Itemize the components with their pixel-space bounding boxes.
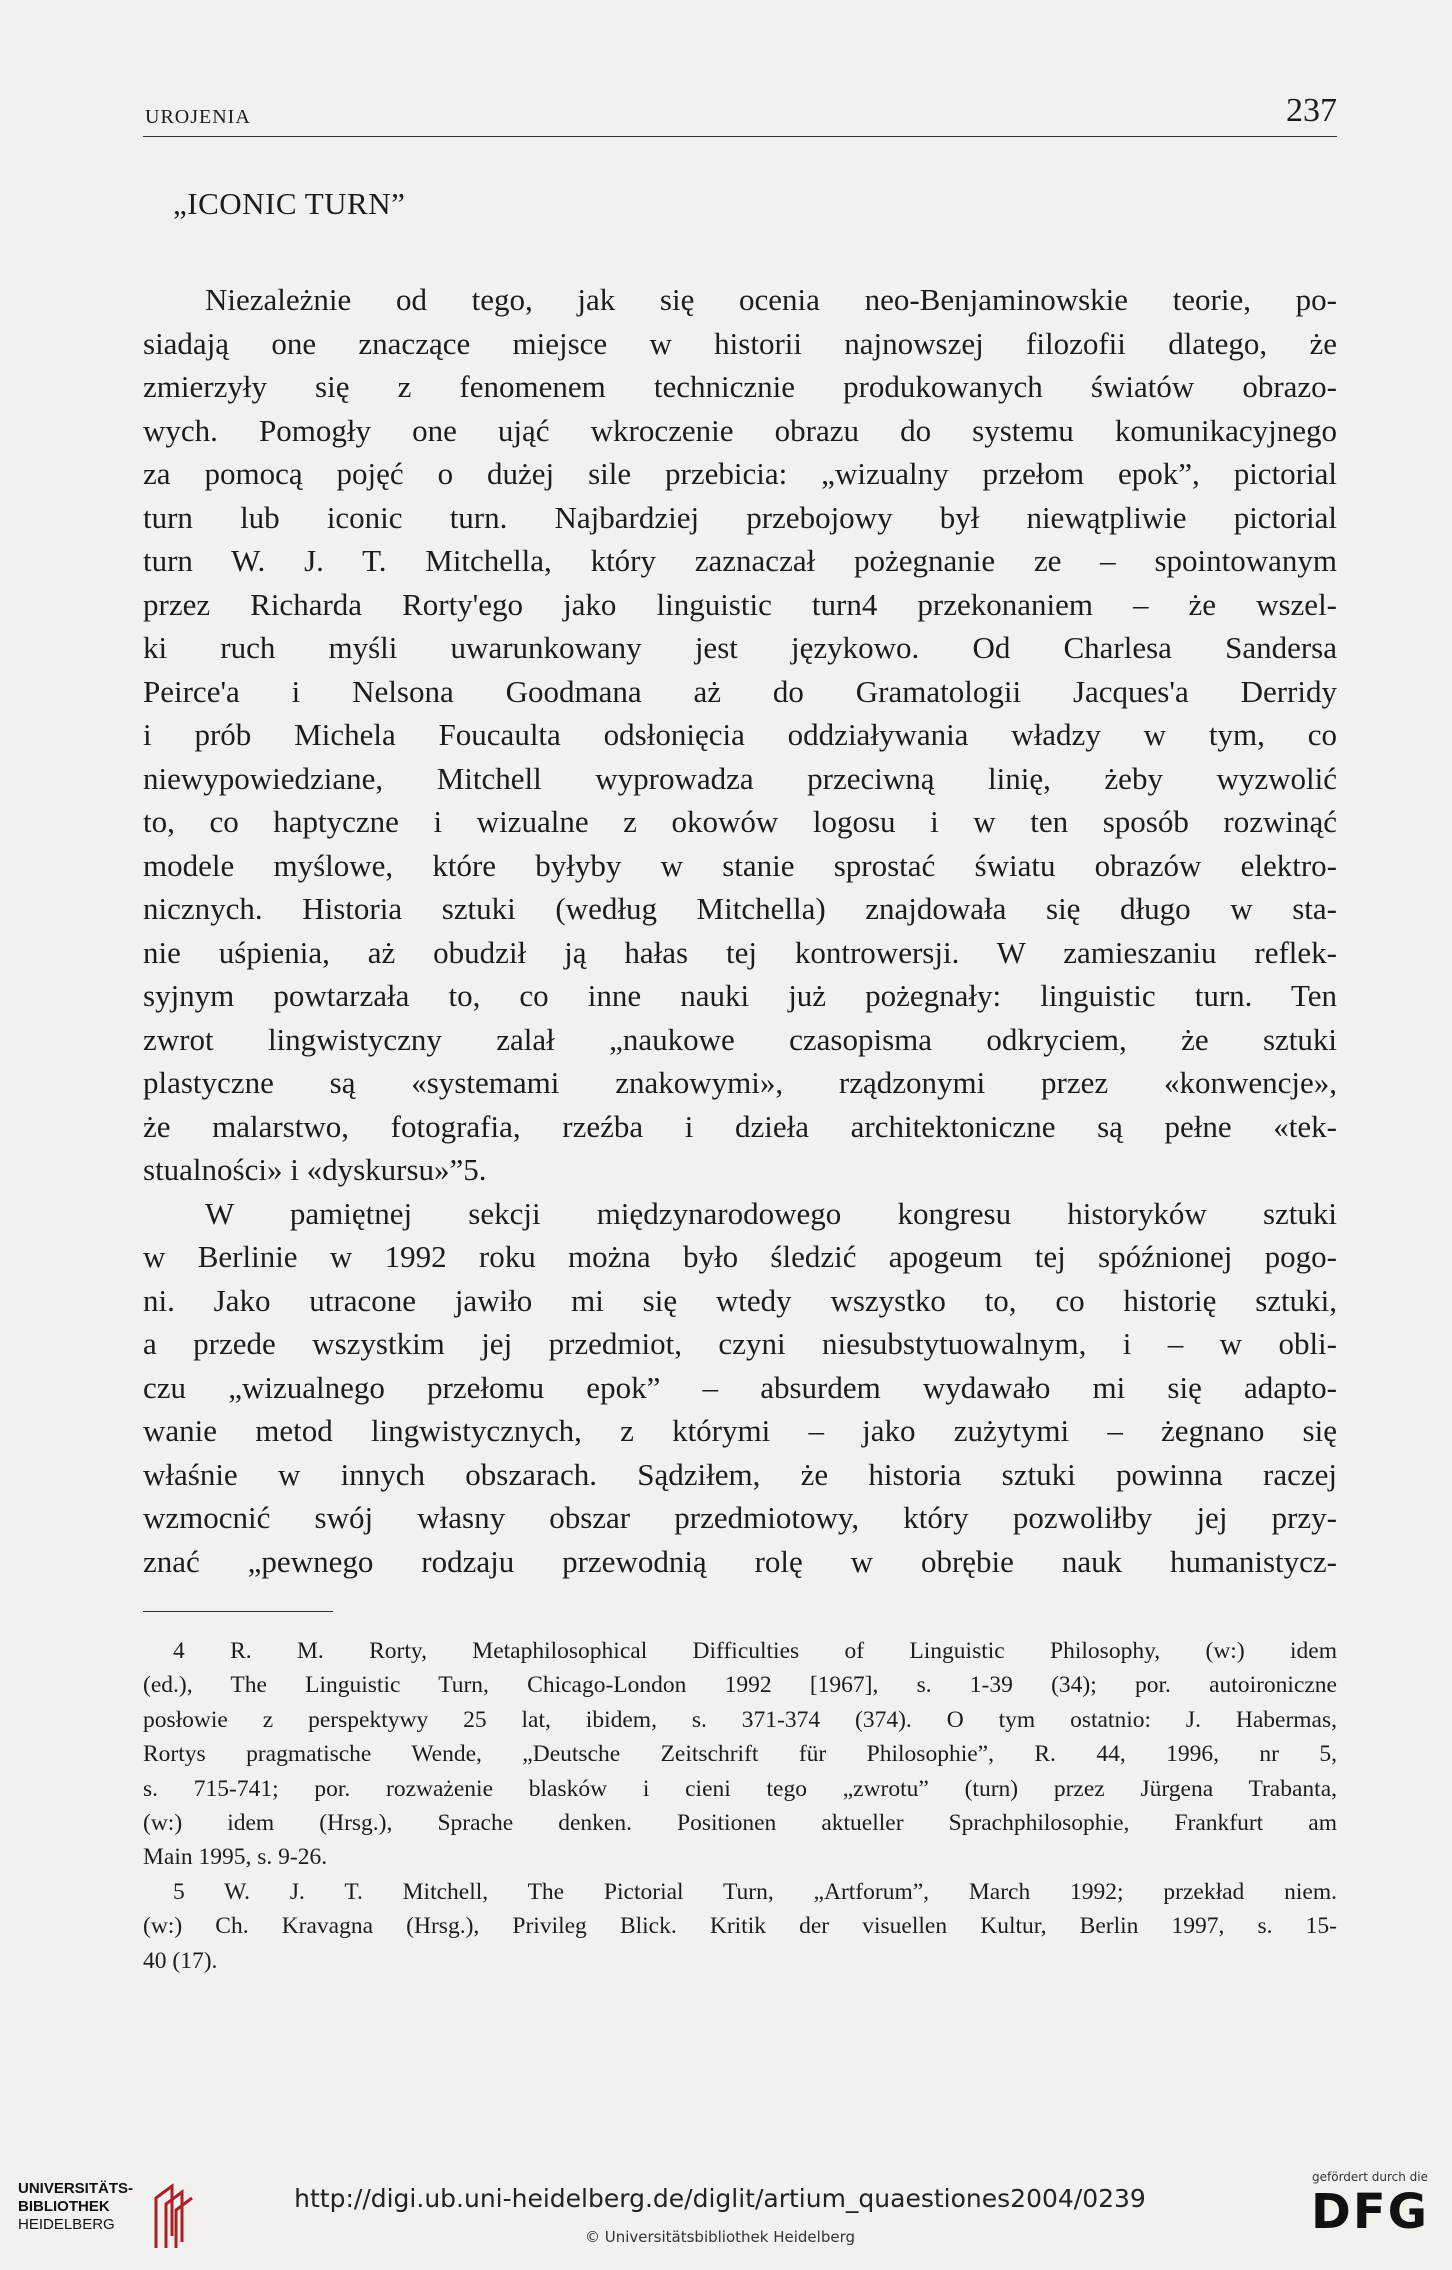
body-line: turn W. J. T. Mitchella, który zaznaczał pożegnanie ze – spointowanym xyxy=(143,543,1337,578)
body-line: plastyczne są «systemami znakowymi», rządzonymi przez «konwencje», xyxy=(143,1065,1337,1100)
dfg-caption: gefördert durch die xyxy=(1312,2170,1428,2184)
body-line: siadają one znaczące miejsce w historii najnowszej filozofii dlatego, że xyxy=(143,325,1337,361)
library-mark-icon xyxy=(146,2182,206,2250)
body-line: znać „pewnego rodzaju przewodnią rolę w obrębie nauk humanistycz- xyxy=(143,1543,1337,1579)
footnote-line: (ed.), The Linguistic Turn, Chicago-London 1992 [1967], s. 1-39 (34); por. autoironiczne xyxy=(143,1672,1337,1699)
dfg-logo[interactable] xyxy=(1300,2170,1440,2250)
body-line: stualności» i «dyskursu»”5. xyxy=(143,1152,487,1187)
body-line: modele myślowe, które byłyby w stanie sprostać światu obrazów elektro- xyxy=(143,847,1337,883)
page-number: 237 xyxy=(1286,92,1337,129)
body-line: i prób Michela Foucaulta odsłonięcia oddziaływania władzy w tym, co xyxy=(143,717,1337,752)
body-line: za pomocą pojęć o dużej sile przebicia: „wizualny przełom epok”, pictorial xyxy=(143,456,1337,491)
body-line: Niezależnie od tego, jak się ocenia neo-Benjaminowskie teorie, po- xyxy=(205,282,1337,317)
footnote-line: s. 715-741; por. rozważenie blasków i cieni tego „zwrotu” (turn) przez Jürgena Trabanta, xyxy=(143,1775,1337,1802)
body-line: czu „wizualnego przełomu epok” – absurdem wydawało mi się adapto- xyxy=(143,1369,1337,1405)
body-line: ni. Jako utracone jawiło mi się wtedy wszystko to, co historię sztuki, xyxy=(143,1282,1337,1318)
body-line: w Berlinie w 1992 roku można było śledzić apogeum tej spóźnionej pogo- xyxy=(143,1239,1337,1274)
body-line: to, co haptyczne i wizualne z okowów logosu i w ten sposób rozwinąć xyxy=(143,804,1337,839)
section-title: „ICONIC TURN” xyxy=(173,186,406,221)
footer-url-link[interactable]: http://digi.ub.uni-heidelberg.de/diglit/artium_quaestiones2004/0239 xyxy=(294,2184,1146,2213)
body-line: zmierzyły się z fenomenem technicznie produkowanych światów obrazo- xyxy=(143,369,1337,404)
footnote-line: posłowie z perspektywy 25 lat, ibidem, s. 371-374 (374). O tym ostatnio: J. Habermas, xyxy=(143,1706,1337,1733)
library-name xyxy=(18,2180,133,2234)
body-line: a przede wszystkim jej przedmiot, czyni niesubstytuowalnym, i – w obli- xyxy=(143,1326,1337,1361)
footnote-line: 5 W. J. T. Mitchell, The Pictorial Turn, „Artforum”, March 1992; przekład niem. xyxy=(173,1878,1337,1905)
library-logo[interactable] xyxy=(18,2180,218,2250)
body-line: niewypowiedziane, Mitchell wyprowadza przeciwną linię, żeby wyzwolić xyxy=(143,760,1337,796)
footnote-line: (w:) Ch. Kravagna (Hrsg.), Privileg Blick. Kritik der visuellen Kultur, Berlin 1997, s. 15- xyxy=(143,1913,1337,1940)
body-line: wzmocnić swój własny obszar przedmiotowy, który pozwoliłby jej przy- xyxy=(143,1500,1337,1535)
body-line: nie uśpienia, aż obudził ją hałas tej kontrowersji. W zamieszaniu reflek- xyxy=(143,934,1337,970)
running-head xyxy=(143,92,1337,137)
body-line: że malarstwo, fotografia, rzeźba i dzieła architektoniczne są pełne «tek- xyxy=(143,1108,1337,1144)
body-line: syjnym powtarzała to, co inne nauki już pożegnały: linguistic turn. Ten xyxy=(143,978,1337,1013)
footnote-line: 4 R. M. Rorty, Metaphilosophical Difficulties of Linguistic Philosophy, (w:) idem xyxy=(173,1638,1337,1664)
body-line: przez Richarda Rorty'ego jako linguistic turn4 przekonaniem – że wszel- xyxy=(143,586,1337,622)
running-title: UROJENIA xyxy=(145,106,251,128)
footnote-line: Rortys pragmatische Wende, „Deutsche Zeitschrift für Philosophie”, R. 44, 1996, nr 5, xyxy=(143,1741,1337,1768)
library-name-line2: BIBLIOTHEK xyxy=(18,2198,110,2215)
body-line: W pamiętnej sekcji międzynarodowego kongresu historyków sztuki xyxy=(205,1195,1337,1231)
footnote-line: 40 (17). xyxy=(143,1947,218,1974)
body-line: ki ruch myśli uwarunkowany jest językowo. Od Charlesa Sandersa xyxy=(143,630,1337,665)
body-line: wych. Pomogły one ująć wkroczenie obrazu do systemu komunikacyjnego xyxy=(143,412,1337,448)
footnotes xyxy=(143,1634,1337,1978)
body-line: Peirce'a i Nelsona Goodmana aż do Gramatologii Jacques'a Derridy xyxy=(143,673,1337,709)
body-line: zwrot lingwistyczny zalał „naukowe czasopisma odkryciem, że sztuki xyxy=(143,1021,1337,1057)
footer-copyright: © Universitätsbibliothek Heidelberg xyxy=(584,2228,855,2246)
library-name-line3: HEIDELBERG xyxy=(18,2216,115,2233)
footnote-line: Main 1995, s. 9-26. xyxy=(143,1844,328,1871)
body-line: nicznych. Historia sztuki (według Mitchella) znajdowała się długo w sta- xyxy=(143,891,1337,926)
footnote-rule xyxy=(143,1611,333,1612)
body-text xyxy=(143,278,1337,1583)
body-line: właśnie w innych obszarach. Sądziłem, że historia sztuki powinna raczej xyxy=(143,1456,1337,1492)
footnote-line: (w:) idem (Hrsg.), Sprache denken. Positionen aktueller Sprachphilosophie, Frankfurt am xyxy=(143,1809,1337,1836)
library-name-line1: UNIVERSITÄTS- xyxy=(18,2180,134,2197)
body-line: turn lub iconic turn. Najbardziej przebojowy był niewątpliwie pictorial xyxy=(143,499,1337,535)
body-line: wanie metod lingwistycznych, z którymi – jako zużytymi – żegnano się xyxy=(143,1413,1337,1448)
dfg-wordmark: DFG xyxy=(1310,2184,1430,2240)
